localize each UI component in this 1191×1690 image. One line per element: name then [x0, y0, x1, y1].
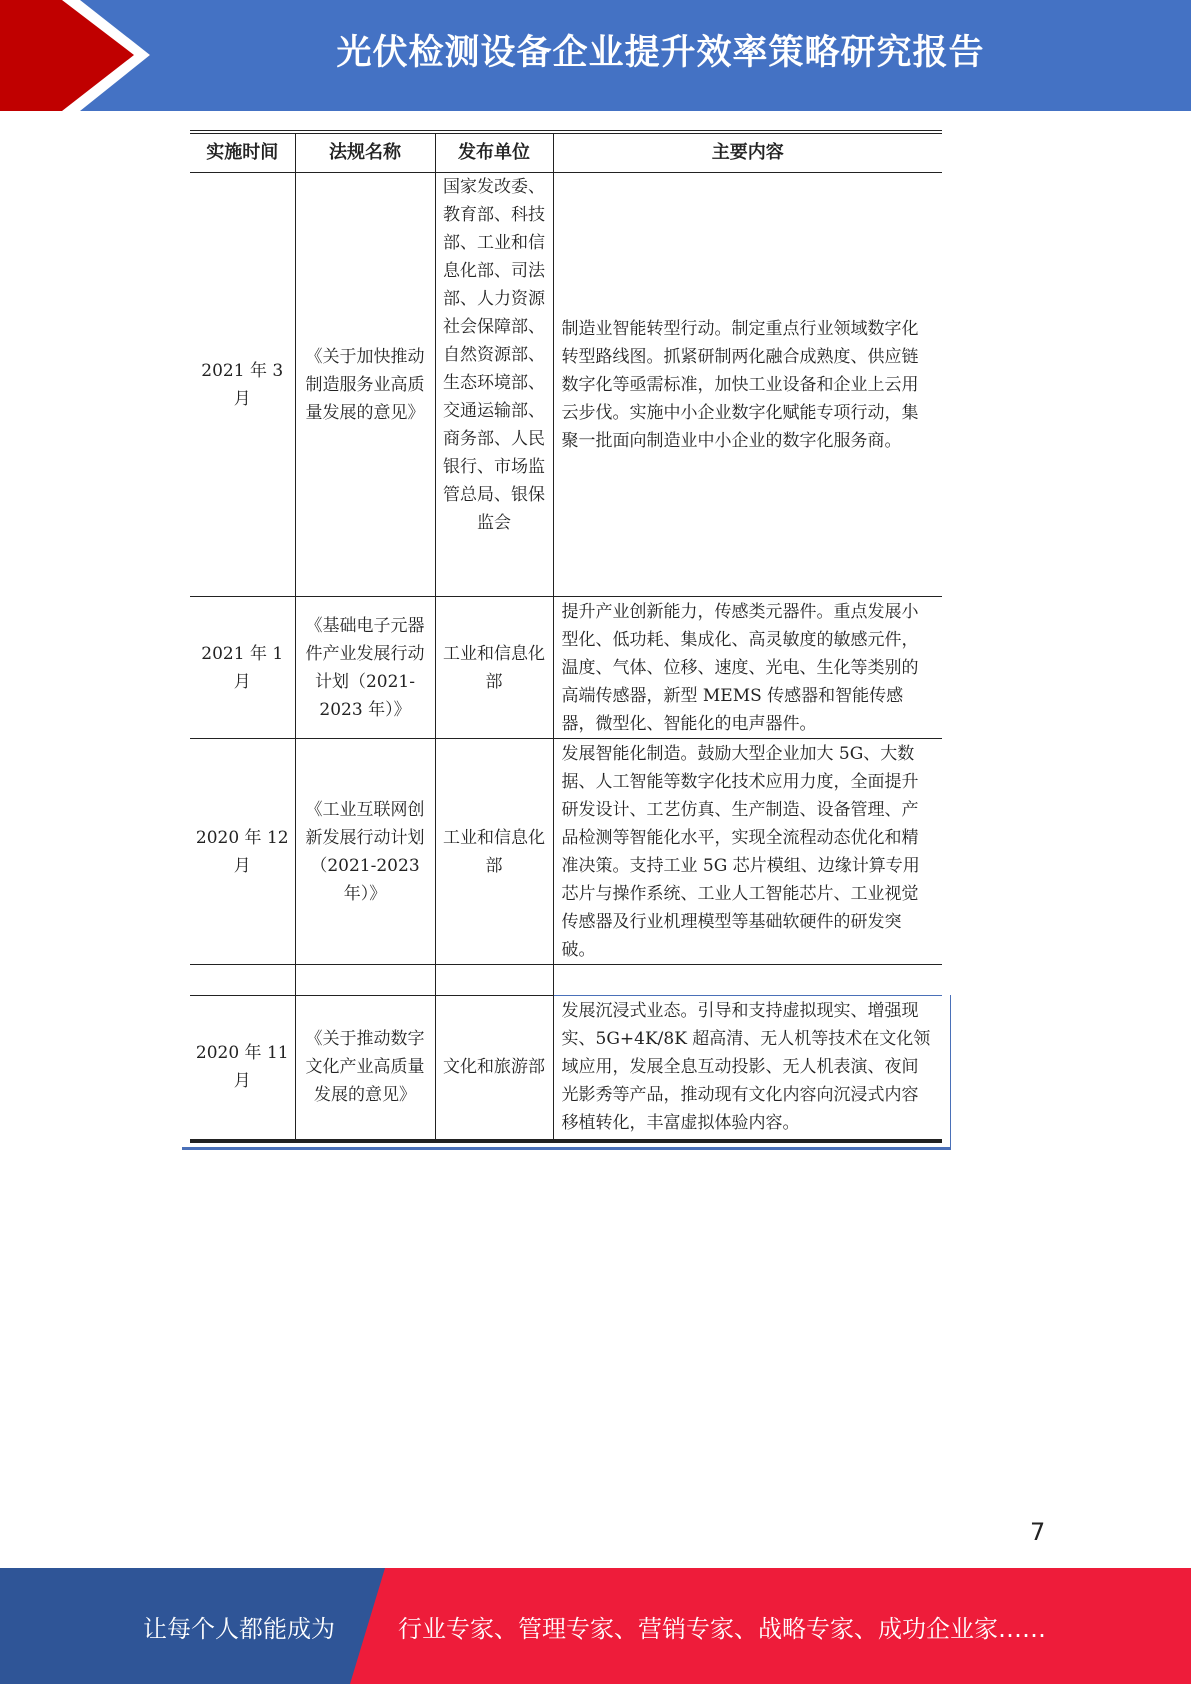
footer-slogan-left: 让每个人都能成为 [143, 1615, 335, 1643]
page-title: 光伏检测设备企业提升效率策略研究报告 [336, 33, 985, 73]
cell-name: 《关于加快推动制造服务业高质量发展的意见》 [295, 173, 435, 597]
table-gap-row [190, 965, 942, 996]
footer-slogan-right: 行业专家、管理专家、营销专家、战略专家、成功企业家…… [398, 1615, 1046, 1643]
cell-issuer: 工业和信息化部 [435, 739, 553, 965]
gap-cell [435, 965, 553, 996]
table-row [190, 173, 942, 597]
cell-content: 发展智能化制造。鼓励大型企业加大 5G、大数据、人工智能等数字化技术应用力度，全面提升研发设计、工艺仿真、生产制造、设备管理、产品检测等智能化水平，实现全流程动态优化和精准决策。支持工业 5G 芯片模组、边缘计算专用芯片与操作系统、工业人工智能芯片、工业视觉传感器及行业机理模型等基础软硬件的研发突破。 [553, 739, 942, 965]
cell-date: 2021 年 1 月 [190, 597, 295, 739]
gap-cell [190, 965, 295, 996]
chevron-arrow-icon [0, 0, 160, 111]
table-header-row [190, 132, 942, 173]
cell-name: 《工业互联网创新发展行动计划（2021-2023 年）》 [295, 739, 435, 965]
header-date: 实施时间 [190, 132, 295, 173]
cell-content: 发展沉浸式业态。引导和支持虚拟现实、增强现实、5G+4K/8K 超高清、无人机等技术在文化领域应用，发展全息互动投影、无人机表演、夜间光影秀等产品，推动现有文化内容向沉浸式内容移植转化，丰富虚拟体验内容。 [553, 996, 942, 1141]
cell-date: 2020 年 11 月 [190, 996, 295, 1141]
gap-cell [295, 965, 435, 996]
cell-issuer: 国家发改委、教育部、科技部、工业和信息化部、司法部、人力资源社会保障部、自然资源部、生态环境部、交通运输部、商务部、人民银行、市场监管总局、银保监会 [435, 173, 553, 597]
policy-table-container [190, 130, 942, 1143]
cell-name: 《基础电子元器件产业发展行动计划（2021-2023 年）》 [295, 597, 435, 739]
cell-name: 《关于推动数字文化产业高质量发展的意见》 [295, 996, 435, 1141]
cell-content: 提升产业创新能力，传感类元器件。重点发展小型化、低功耗、集成化、高灵敏度的敏感元件，温度、气体、位移、速度、光电、生化等类别的高端传感器，新型 MEMS 传感器和智能传感器，微型化、智能化的电声器件。 [553, 597, 942, 739]
page-header [0, 0, 1191, 111]
gap-cell [553, 965, 942, 996]
cell-date: 2020 年 12 月 [190, 739, 295, 965]
header-name: 法规名称 [295, 132, 435, 173]
cell-issuer: 文化和旅游部 [435, 996, 553, 1141]
page-number: 7 [1030, 1518, 1046, 1546]
table-row [190, 597, 942, 739]
cell-issuer: 工业和信息化部 [435, 597, 553, 739]
table-row [190, 739, 942, 965]
policy-table [190, 130, 942, 1143]
header-content: 主要内容 [553, 132, 942, 173]
table-row [190, 996, 942, 1141]
cell-content: 制造业智能转型行动。制定重点行业领域数字化转型路线图。抓紧研制两化融合成熟度、供应链数字化等亟需标准，加快工业设备和企业上云用云步伐。实施中小企业数字化赋能专项行动，集聚一批面向制造业中小企业的数字化服务商。 [553, 173, 942, 597]
header-issuer: 发布单位 [435, 132, 553, 173]
cell-date: 2021 年 3 月 [190, 173, 295, 597]
page-footer [0, 1568, 1191, 1684]
